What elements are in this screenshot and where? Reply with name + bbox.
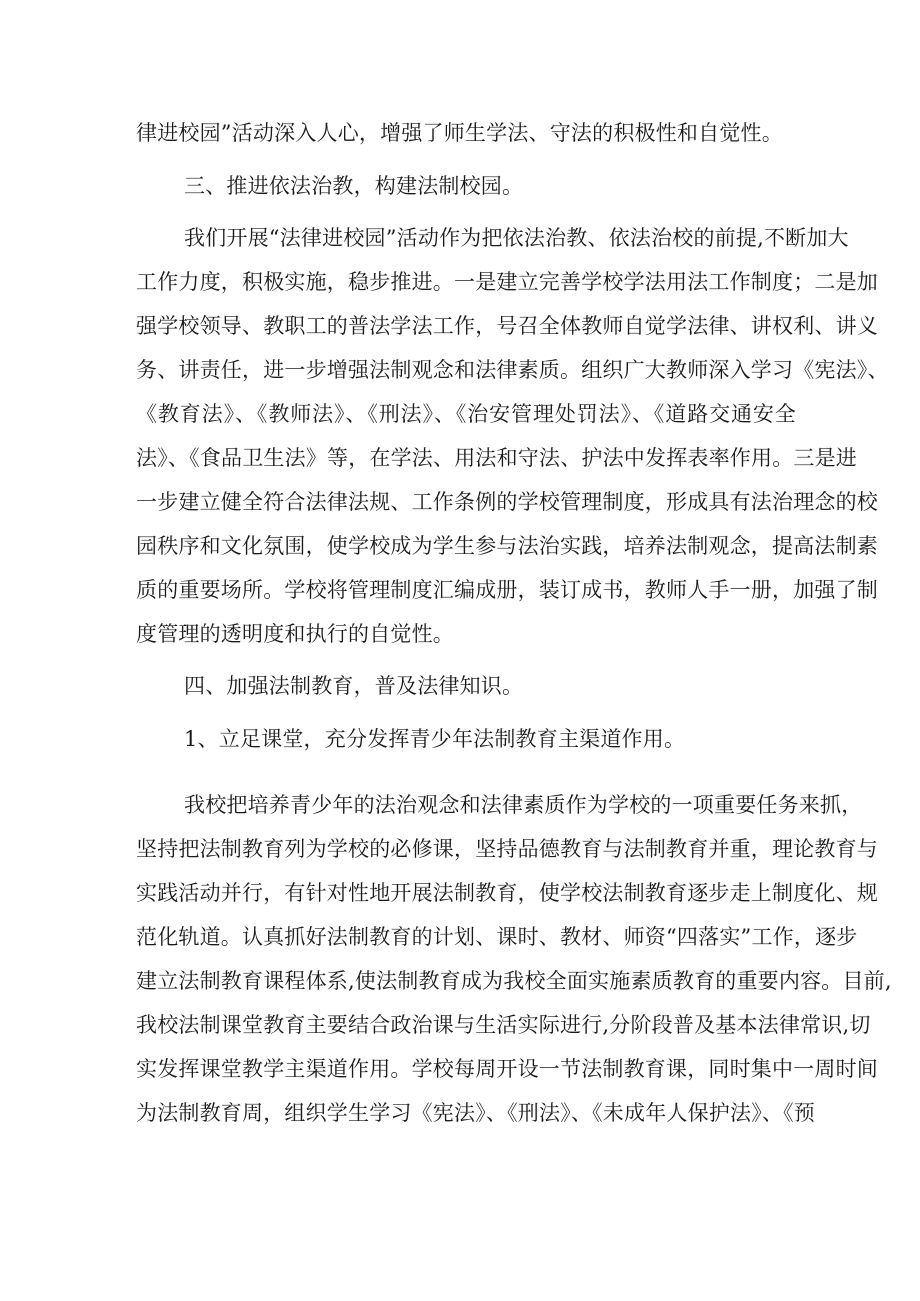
- section-4-heading: 四、加强法制教育，普及法律知识。: [184, 674, 524, 698]
- paragraph-line: 园秩序和文化氛围，使学校成为学生参与法治实践，培养法制观念，提高法制素: [136, 534, 878, 558]
- paragraph-line: 务、讲责任，进一步增强法制观念和法律素质。组织广大教师深入学习《宪法》、: [136, 358, 889, 382]
- paragraph-line: 质的重要场所。学校将管理制度汇编成册，装订成书，教师人手一册，加强了制: [136, 578, 878, 602]
- paragraph-line: 我们开展“法律进校园”活动作为把依法治教、依法治校的前提,不断加大: [184, 226, 849, 250]
- paragraph-line: 实发挥课堂教学主渠道作用。学校每周开设一节法制教育课，同时集中一周时间: [136, 1057, 878, 1081]
- paragraph-line: 坚持把法制教育列为学校的必修课，坚持品德教育与法制教育并重，理论教育与: [136, 837, 878, 861]
- paragraph-line: 为法制教育周，组织学生学习《宪法》、《刑法》、《未成年人保护法》、《预: [136, 1101, 815, 1125]
- paragraph-line: 实践活动并行，有针对性地开展法制教育，使学校法制教育逐步走上制度化、规: [136, 881, 878, 905]
- paragraph-line: 范化轨道。认真抓好法制教育的计划、课时、教材、师资“四落实”工作，逐步: [136, 925, 858, 949]
- paragraph-line: 法》、《食品卫生法》等，在学法、用法和守法、护法中发挥表率作用。三是进: [136, 446, 857, 470]
- paragraph-line: 度管理的透明度和执行的自觉性。: [136, 622, 454, 646]
- section-3-heading: 三、推进依法治教，构建法制校园。: [184, 174, 524, 198]
- paragraph-line: 我校把培养青少年的法治观念和法律素质作为学校的一项重要任务来抓，: [184, 793, 863, 817]
- continuation-line: 律进校园”活动深入人心，增强了师生学法、守法的积极性和自觉性。: [136, 121, 783, 145]
- subsection-1-heading: 1、立足课堂，充分发挥青少年法制教育主渠道作用。: [184, 727, 686, 751]
- paragraph-line: 工作力度，积极实施，稳步推进。一是建立完善学校学法用法工作制度；二是加: [136, 270, 878, 294]
- paragraph-line: 强学校领导、教职工的普法学法工作，号召全体教师自觉学法律、讲权利、讲义: [136, 314, 878, 338]
- paragraph-line: 建立法制教育课程体系,使法制教育成为我校全面实施素质教育的重要内容。目前,: [136, 969, 892, 993]
- paragraph-line: 《教育法》、《教师法》、《刑法》、《治安管理处罚法》、《道路交通安全: [136, 402, 796, 426]
- paragraph-line: 我校法制课堂教育主要结合政治课与生活实际进行,分阶段普及基本法律常识,切: [136, 1013, 871, 1037]
- paragraph-line: 一步建立健全符合法律法规、工作条例的学校管理制度，形成具有法治理念的校: [136, 490, 878, 514]
